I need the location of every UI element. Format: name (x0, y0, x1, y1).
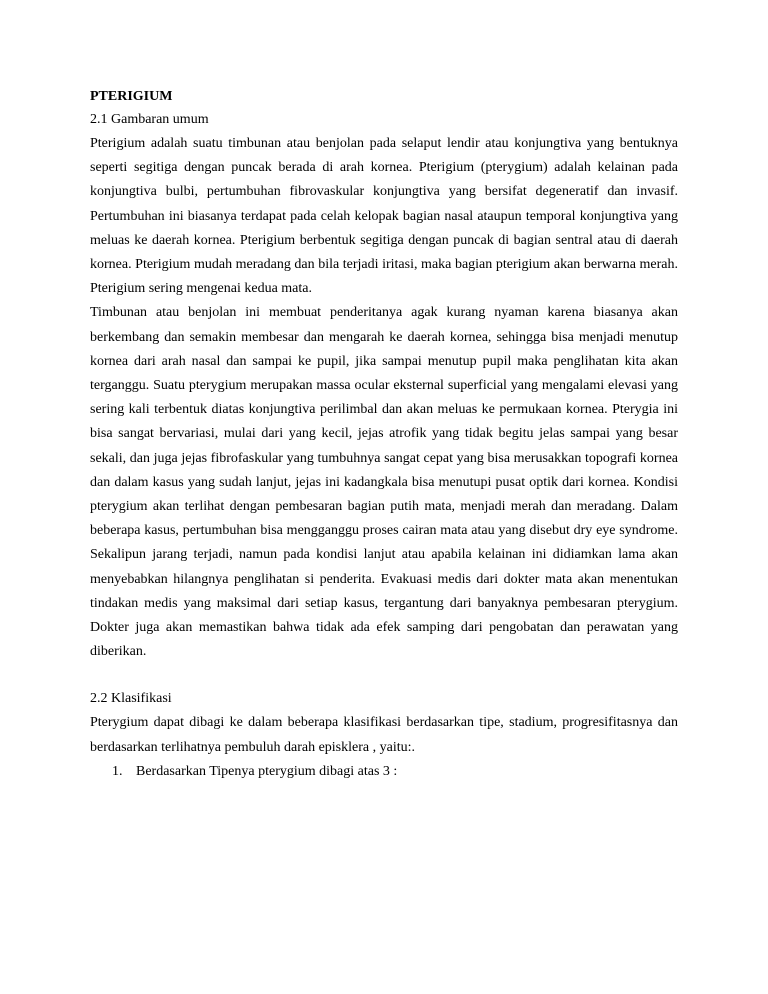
document-title: PTERIGIUM (90, 89, 173, 104)
document-page (90, 86, 678, 784)
section-spacer (90, 664, 678, 687)
section-heading-gambaran-umum: 2.1 Gambaran umum (90, 112, 209, 127)
paragraph-definition: Pterigium adalah suatu timbunan atau benjolan pada selaput lendir atau konjungtiva yang bentuknya seperti segitiga dengan puncak berada di arah kornea. Pterigium (pterygium) adalah kelainan pada konjungtiva bulbi, pertumbuhan fibrovaskular konjungtiva yang bersifat degeneratif dan invasif. Pertumbuhan ini biasanya terdapat pada celah kelopak bagian nasal ataupun temporal konjungtiva yang meluas ke daerah kornea. Pterigium berbentuk segitiga dengan puncak di bagian sentral atau di daerah kornea. Pterigium mudah meradang dan bila terjadi iritasi, maka bagian pterigium akan berwarna merah. Pterigium sering mengenai kedua mata. (90, 136, 678, 297)
classification-list (90, 760, 678, 784)
paragraph-classification: Pterygium dapat dibagi ke dalam beberapa klasifikasi berdasarkan tipe, stadium, progresifitasnya dan berdasarkan terlihatnya pembuluh darah episklera , yaitu:. (90, 715, 678, 755)
section-heading-klasifikasi: 2.2 Klasifikasi (90, 691, 172, 707)
list-item (90, 760, 678, 784)
list-item-text: Berdasarkan Tipenya pterygium dibagi atas 3 : (136, 763, 398, 779)
paragraph-description: Timbunan atau benjolan ini membuat penderitanya agak kurang nyaman karena biasanya akan berkembang dan semakin membesar dan mengarah ke daerah kornea, sehingga bisa menjadi menutup kornea dari arah nasal dan sampai ke pupil, jika sampai menutup pupil maka penglihatan kita akan terganggu. Suatu pterygium merupakan massa ocular eksternal superficial yang mengalami elevasi yang sering kali terbentuk diatas konjungtiva perilimbal dan akan meluas ke permukaan kornea. Pterygia ini bisa sangat bervariasi, mulai dari yang kecil, jejas atrofik yang tidak begitu jelas sampai yang besar sekali, dan juga jejas fibrofaskular yang tumbuhnya sangat cepat yang bisa merusakkan topografi kornea dan dalam kasus yang sudah lanjut, jejas ini kadangkala bisa menutupi pusat optik dari kornea. Kondisi pterygium akan terlihat dengan pembesaran bagian putih mata, menjadi merah dan meradang. Dalam beberapa kasus, pertumbuhan bisa mengganggu proses cairan mata atau yang disebut dry eye syndrome. Sekalipun jarang terjadi, namun pada kondisi lanjut atau apabila kelainan ini didiamkan lama akan menyebabkan hilangnya penglihatan si penderita. Evakuasi medis dari dokter mata akan menentukan tindakan medis yang maksimal dari setiap kasus, tergantung dari banyaknya pembesaran pterygium. Dokter juga akan memastikan bahwa tidak ada efek samping dari pengobatan dan perawatan yang diberikan. (90, 305, 678, 660)
list-item-number: 1. (112, 763, 123, 779)
